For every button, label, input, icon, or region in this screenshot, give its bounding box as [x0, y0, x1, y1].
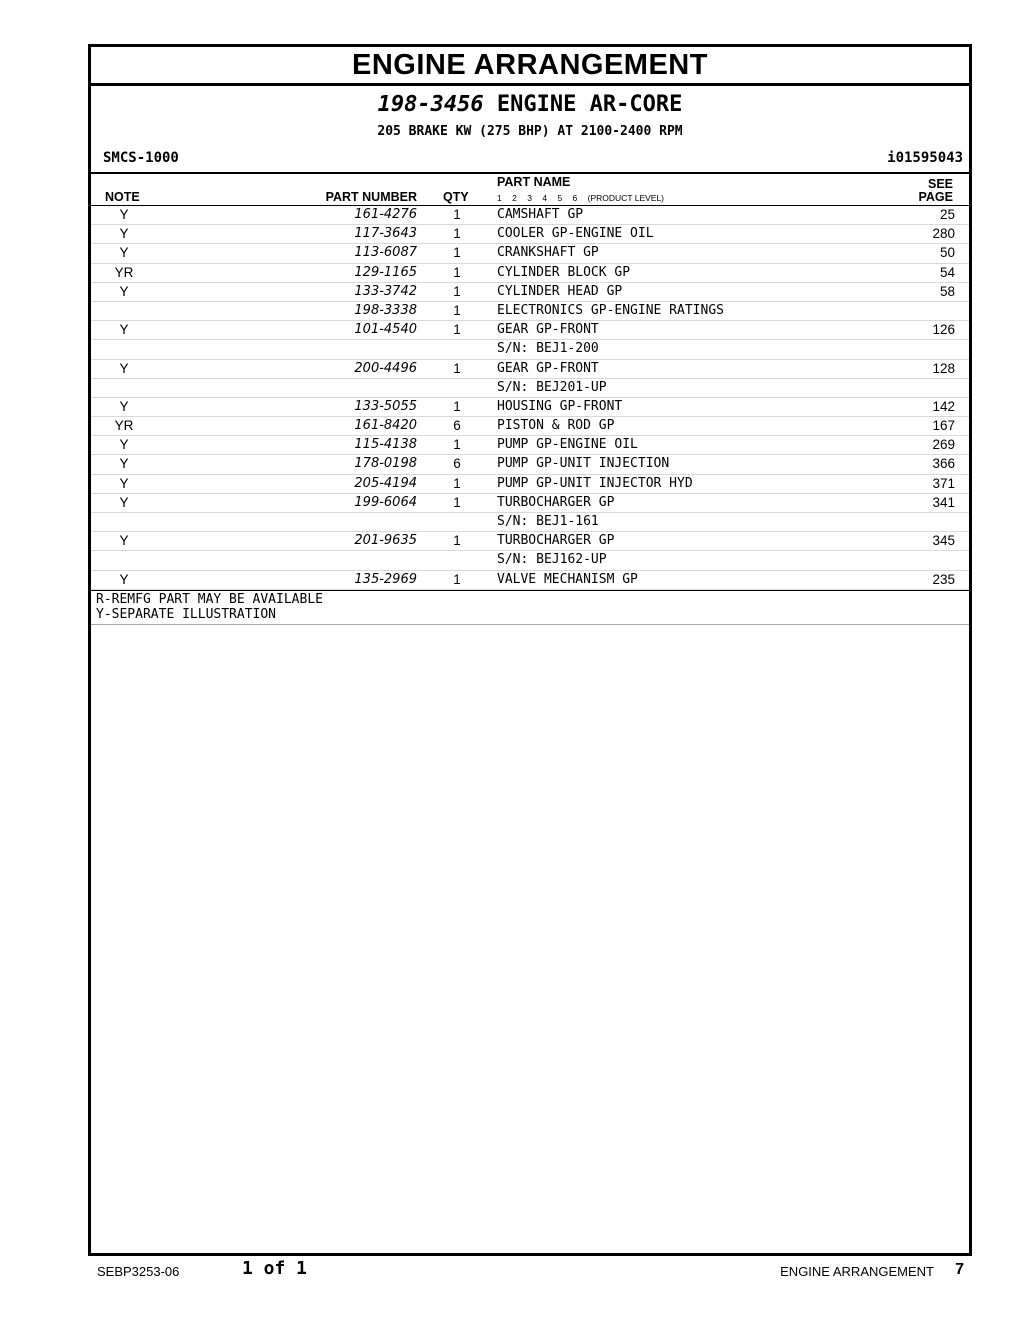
column-qty: QTY: [443, 190, 469, 204]
column-see: SEE: [927, 177, 953, 191]
product-level: 6: [572, 193, 578, 203]
footer-page-number: 7: [955, 1261, 964, 1278]
table-row: [91, 244, 969, 263]
row-part-name: TURBOCHARGER GP: [497, 533, 615, 549]
column-part-number: PART NUMBER: [325, 190, 417, 204]
row-qty: 1: [453, 494, 461, 510]
row-see-page[interactable]: 167: [932, 418, 955, 434]
row-note: Y: [119, 360, 129, 376]
row-part-number[interactable]: 201-9635: [354, 533, 417, 549]
row-qty: 1: [453, 207, 461, 222]
row-part-name: COOLER GP-ENGINE OIL: [497, 226, 654, 242]
row-part-name: S/N: BEJ1-200: [497, 341, 599, 357]
row-note: Y: [119, 533, 129, 549]
row-part-number[interactable]: 115-4138: [354, 437, 417, 453]
row-part-name: CAMSHAFT GP: [497, 207, 584, 222]
row-part-number[interactable]: 101-4540: [354, 322, 417, 338]
row-see-page[interactable]: 371: [932, 475, 955, 491]
row-see-page[interactable]: 366: [932, 456, 955, 472]
row-part-name: TURBOCHARGER GP: [497, 494, 615, 510]
row-note: Y: [119, 456, 129, 472]
row-part-name: CYLINDER HEAD GP: [497, 283, 623, 299]
product-level: 4: [542, 193, 548, 203]
row-note: Y: [119, 207, 129, 222]
row-part-number[interactable]: 117-3643: [354, 226, 417, 242]
row-part-number[interactable]: 199-6064: [354, 494, 417, 510]
row-part-number[interactable]: 198-3338: [354, 302, 417, 318]
row-see-page[interactable]: 54: [939, 264, 955, 280]
table-row: [91, 340, 969, 359]
row-part-name: PUMP GP-UNIT INJECTOR HYD: [497, 475, 693, 491]
row-qty: 1: [453, 245, 461, 261]
row-qty: 1: [453, 533, 461, 549]
row-part-name: S/N: BEJ201-UP: [497, 379, 607, 395]
row-qty: 1: [453, 283, 461, 299]
table-row: [91, 436, 969, 455]
table-row: [91, 475, 969, 494]
table-row: [91, 379, 969, 398]
product-level: 1: [497, 193, 502, 203]
column-part-name: PART NAME: [497, 175, 571, 189]
row-part-name: CRANKSHAFT GP: [497, 245, 599, 261]
row-part-number[interactable]: 113-6087: [354, 245, 417, 261]
table-row: [91, 321, 969, 340]
row-note: Y: [119, 398, 129, 414]
row-part-name: S/N: BEJ162-UP: [497, 552, 607, 568]
row-qty: 1: [453, 360, 461, 376]
row-note: Y: [119, 226, 129, 242]
table-row: [91, 455, 969, 474]
row-note: Y: [119, 245, 129, 261]
footer-doc-id: SEBP3253-06: [97, 1264, 180, 1279]
assembly-name: ENGINE AR-CORE: [496, 92, 683, 117]
header-block: [91, 86, 969, 174]
row-part-name: HOUSING GP-FRONT: [497, 398, 623, 414]
table-row: [91, 283, 969, 302]
row-note: Y: [119, 322, 129, 338]
column-note: NOTE: [105, 190, 140, 204]
table-row: [91, 225, 969, 244]
row-note: Y: [119, 475, 129, 491]
page-frame: [88, 44, 972, 1256]
product-levels: [497, 193, 672, 203]
row-see-page[interactable]: 345: [932, 533, 955, 549]
legend-notes: [91, 590, 969, 625]
row-see-page[interactable]: 58: [939, 283, 955, 299]
product-level: 2: [512, 193, 517, 203]
page-title: ENGINE ARRANGEMENT: [91, 47, 969, 86]
row-qty: 1: [453, 322, 461, 338]
row-qty: 6: [453, 456, 461, 472]
row-part-number[interactable]: 133-3742: [354, 283, 417, 299]
row-part-name: PUMP GP-UNIT INJECTION: [497, 456, 670, 472]
row-note: Y: [119, 494, 129, 510]
product-level: 5: [557, 193, 563, 203]
table-row: [91, 360, 969, 379]
row-part-number[interactable]: 133-5055: [354, 398, 417, 414]
parts-table: [91, 206, 969, 590]
row-see-page[interactable]: 128: [932, 360, 955, 376]
row-see-page[interactable]: 269: [932, 437, 955, 453]
row-note: YR: [114, 418, 134, 434]
row-part-number[interactable]: 129-1165: [354, 264, 417, 280]
row-qty: 1: [453, 571, 461, 587]
row-note: Y: [119, 437, 129, 453]
row-see-page[interactable]: 341: [932, 494, 955, 510]
table-row: [91, 264, 969, 283]
row-see-page[interactable]: 126: [932, 322, 955, 338]
legend-note: R-REMFG PART MAY BE AVAILABLE: [96, 591, 323, 607]
footer-section: ENGINE ARRANGEMENT: [780, 1264, 934, 1279]
row-see-page[interactable]: 280: [932, 226, 955, 242]
table-row: [91, 571, 969, 590]
row-part-number[interactable]: 161-8420: [354, 418, 417, 434]
page-footer: [0, 1256, 1020, 1286]
row-note: Y: [119, 283, 129, 299]
row-qty: 1: [453, 398, 461, 414]
row-part-name: ELECTRONICS GP-ENGINE RATINGS: [497, 302, 724, 318]
row-part-name: CYLINDER BLOCK GP: [497, 264, 631, 280]
table-row: [91, 494, 969, 513]
row-see-page[interactable]: 142: [932, 398, 955, 414]
smcs-code: SMCS-1000: [103, 150, 179, 166]
table-row: [91, 551, 969, 570]
row-part-name: GEAR GP-FRONT: [497, 322, 599, 338]
row-part-name: VALVE MECHANISM GP: [497, 571, 638, 587]
row-qty: 1: [453, 264, 461, 280]
column-page: PAGE: [918, 190, 953, 204]
row-part-name: PISTON & ROD GP: [497, 418, 615, 434]
table-row: [91, 532, 969, 551]
engine-rating: 205 BRAKE KW (275 BHP) AT 2100-2400 RPM: [377, 124, 683, 139]
table-row: [91, 513, 969, 532]
column-header: [91, 174, 969, 206]
row-see-page[interactable]: 50: [939, 245, 955, 261]
illustration-id: i01595043: [887, 150, 963, 166]
product-level: 3: [527, 193, 532, 203]
assembly-title: [91, 92, 969, 117]
row-part-number[interactable]: 200-4496: [354, 360, 417, 376]
assembly-part-number[interactable]: 198-3456: [377, 92, 484, 117]
row-see-page[interactable]: 25: [939, 207, 955, 222]
row-qty: 1: [453, 437, 461, 453]
row-qty: 1: [453, 226, 461, 242]
product-level-label: (PRODUCT LEVEL): [587, 193, 665, 203]
row-qty: 1: [453, 475, 461, 491]
footer-page-count: 1 of 1: [242, 1258, 308, 1279]
table-row: [91, 206, 969, 225]
row-part-name: PUMP GP-ENGINE OIL: [497, 437, 638, 453]
row-part-name: S/N: BEJ1-161: [497, 514, 599, 529]
table-row: [91, 398, 969, 417]
row-part-name: GEAR GP-FRONT: [497, 360, 599, 376]
table-row: [91, 302, 969, 321]
row-part-number[interactable]: 135-2969: [354, 571, 417, 587]
row-qty: 6: [453, 418, 461, 434]
row-note: YR: [114, 264, 134, 280]
row-part-number[interactable]: 205-4194: [354, 475, 417, 491]
row-qty: 1: [453, 302, 461, 318]
row-note: Y: [119, 571, 129, 587]
table-row: [91, 417, 969, 436]
legend-note: Y-SEPARATE ILLUSTRATION: [96, 607, 277, 623]
row-part-number[interactable]: 178-0198: [354, 456, 417, 472]
row-see-page[interactable]: 235: [932, 571, 955, 587]
row-part-number[interactable]: 161-4276: [354, 207, 417, 222]
